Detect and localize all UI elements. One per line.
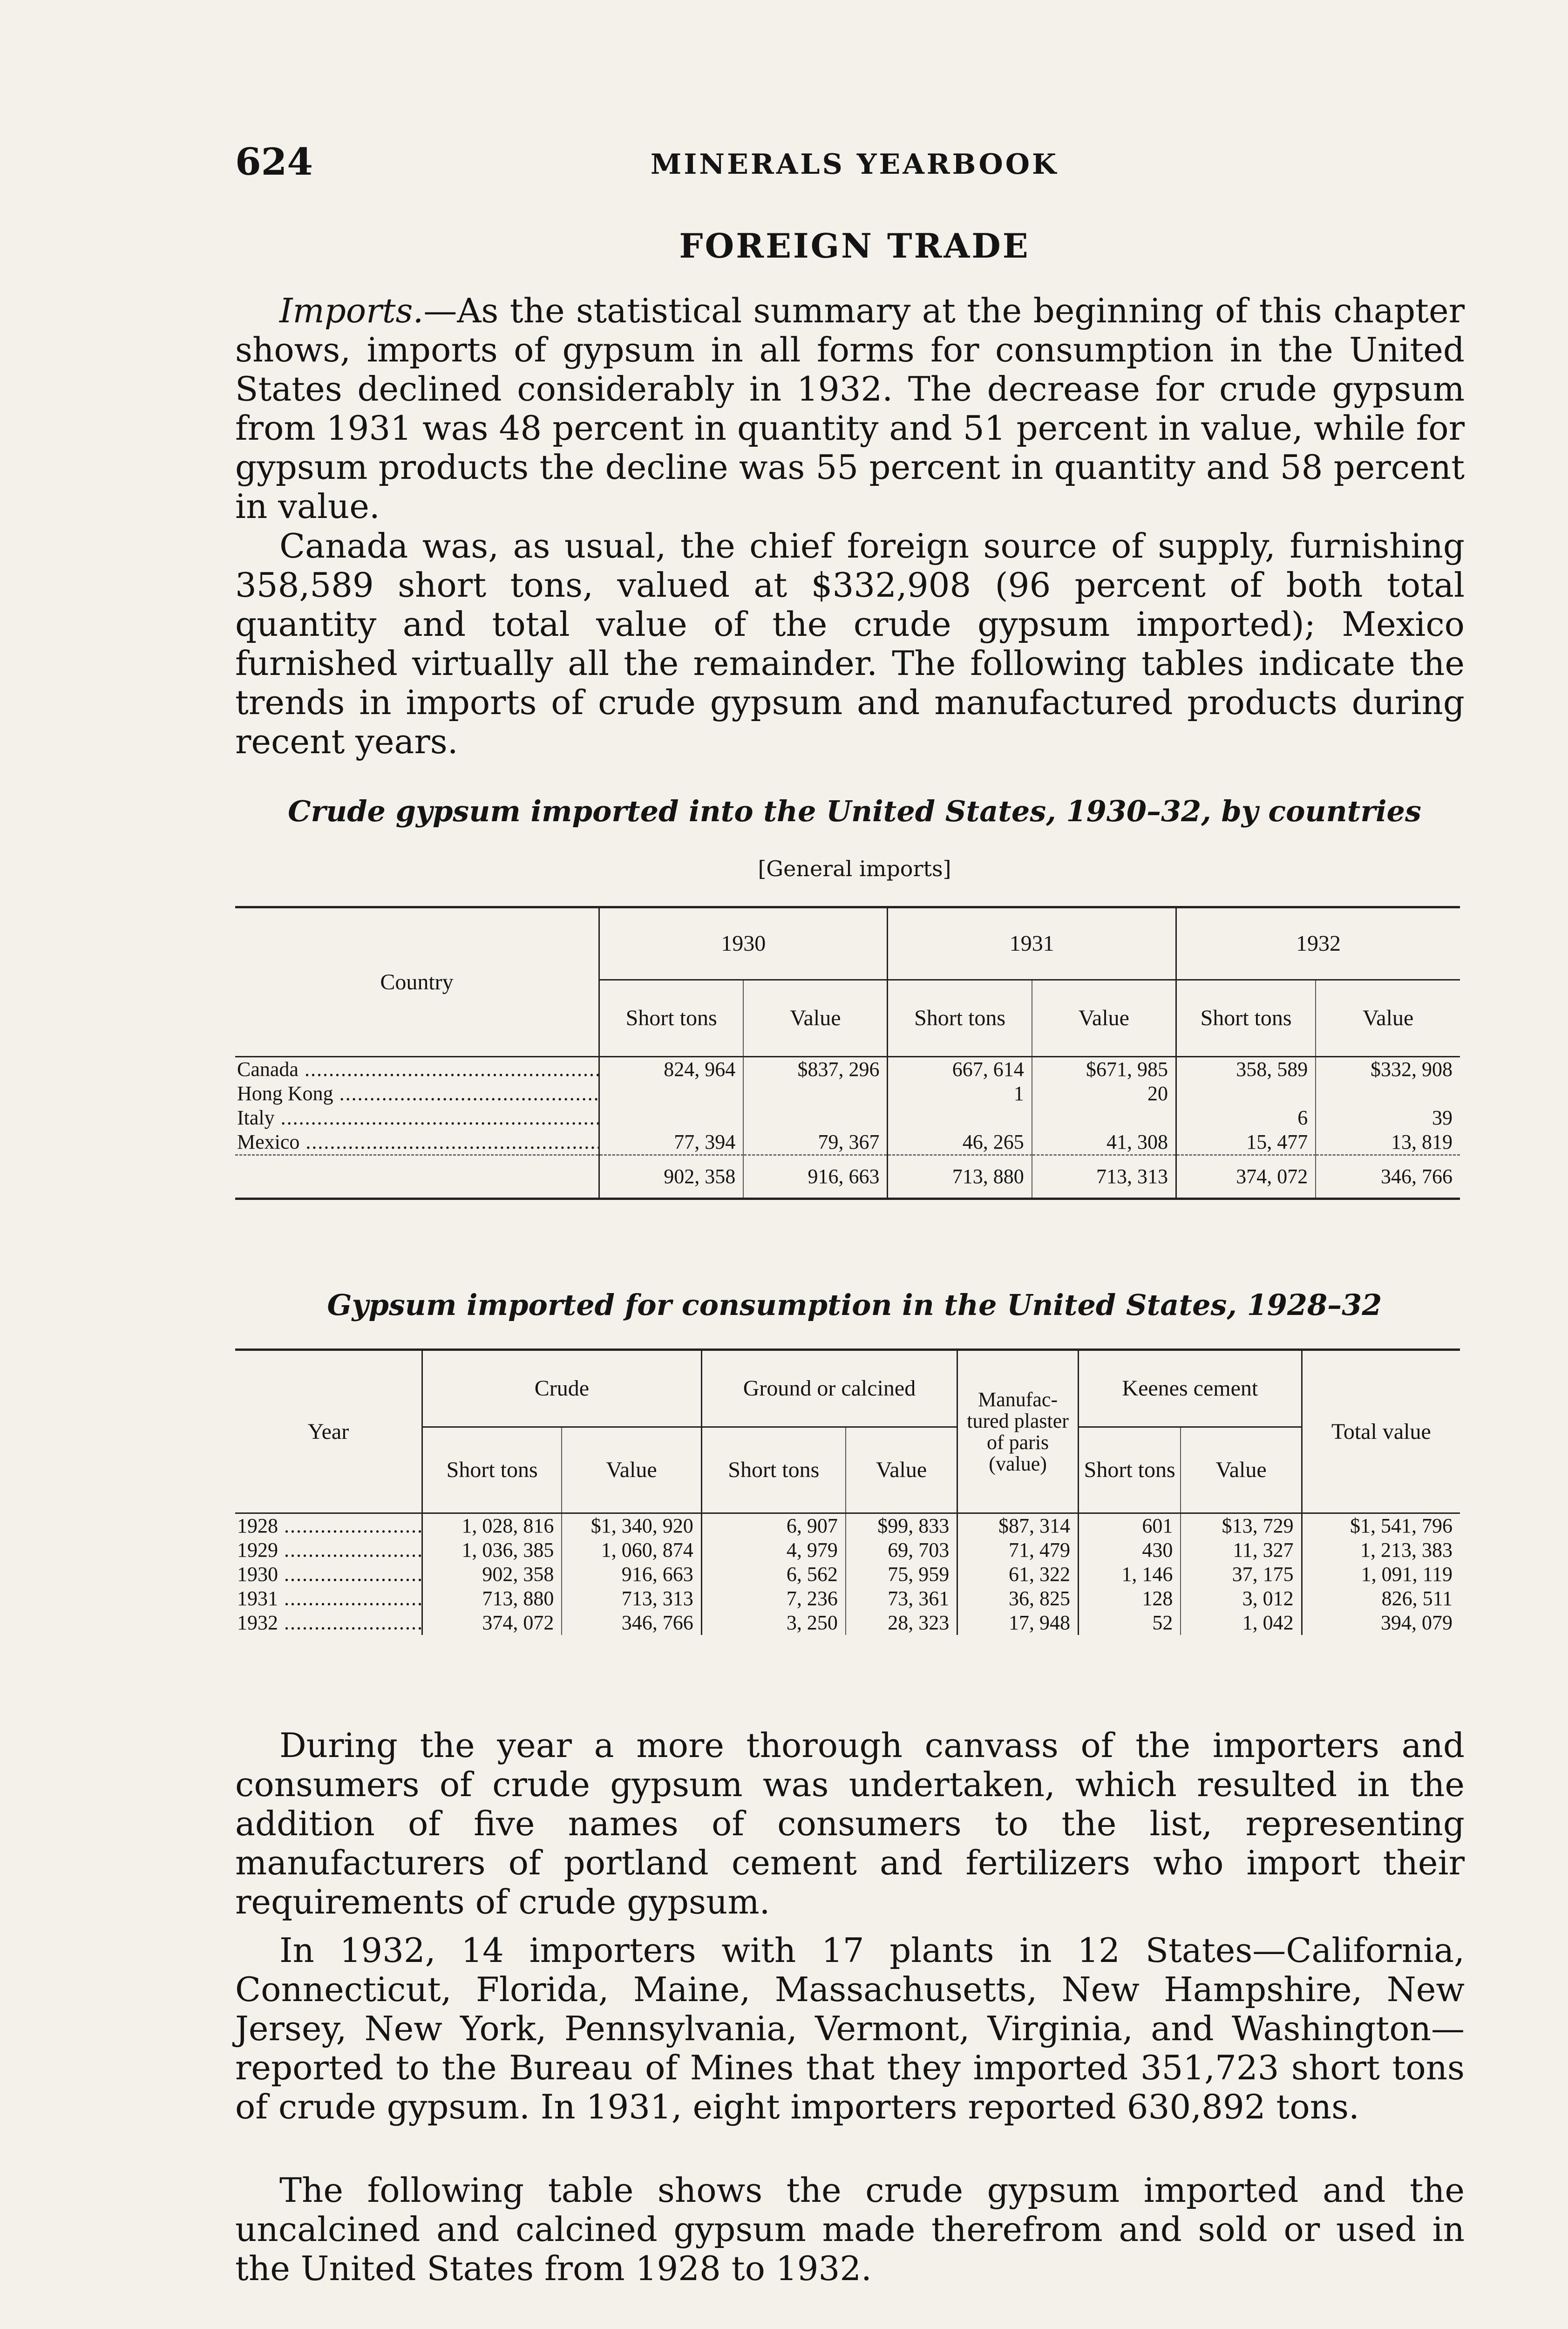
cell [1176, 1082, 1316, 1106]
col-value: Value [562, 1427, 701, 1513]
cell: 39 [1432, 1106, 1453, 1129]
cell: 75, 959 [846, 1562, 957, 1587]
cell: $671, 985 [1032, 1057, 1176, 1082]
cell: 36, 825 [957, 1587, 1079, 1611]
cell: $99, 833 [846, 1513, 957, 1539]
row-label: 1931 ..... [235, 1587, 422, 1611]
cell: 71, 479 [957, 1538, 1079, 1562]
cell: 128 [1079, 1587, 1181, 1611]
cell: 1, 036, 385 [422, 1538, 562, 1562]
cell: 902, 358 [422, 1562, 562, 1587]
col-value: Value [1032, 980, 1176, 1057]
row-label: 1932 ..... [235, 1611, 422, 1635]
table-gypsum-imported-for-consumption [235, 1348, 1460, 1635]
table-row [235, 1057, 1460, 1082]
cell: 7, 236 [701, 1587, 846, 1611]
col-short-tons: Short tons [599, 980, 744, 1057]
col-value: Value [1181, 1427, 1302, 1513]
cell: 79, 367 [743, 1130, 888, 1155]
col-crude: Crude [422, 1350, 702, 1427]
cell: 1, 060, 874 [562, 1538, 701, 1562]
cell: $332, 908 [1371, 1058, 1453, 1081]
col-short-tons: Short tons [888, 980, 1032, 1057]
cell: $1, 541, 796 [1350, 1514, 1453, 1537]
row-label: 1929 ..... [235, 1538, 422, 1562]
cell: 61, 322 [957, 1562, 1079, 1587]
cell: 346, 766 [562, 1611, 701, 1635]
cell: 1, 146 [1079, 1562, 1181, 1587]
paragraph-importers: In 1932, 14 importers with 17 plants in 12 States—California, Connecticut, Florida, Maine, Massachusetts, New Hampshire, New Jersey, New York, Pennsylvania, Vermont, Virginia, and Washington—reported to the Bureau of Mines that they imported 351,723 short tons of crude gypsum. In 1931, eight importers reported 630,892 tons. [235, 1931, 1465, 2126]
col-ground-or-calcined: Ground or calcined [701, 1350, 957, 1427]
imports-lead: Imports. [279, 291, 424, 330]
cell: 6, 907 [701, 1513, 846, 1539]
row-label: 1930 ..... [235, 1562, 422, 1587]
row-label: Canada ..... [235, 1057, 599, 1082]
total-cell: 916, 663 [743, 1155, 888, 1199]
table-row [235, 1562, 1460, 1587]
cell: 1, 042 [1181, 1611, 1302, 1635]
total-cell: 713, 880 [888, 1155, 1032, 1199]
running-title: MINERALS YEARBOOK [650, 148, 1059, 181]
cell [1032, 1106, 1176, 1130]
col-short-tons: Short tons [1176, 980, 1316, 1057]
cell: 46, 265 [888, 1130, 1032, 1155]
col-value: Value [1362, 1006, 1414, 1030]
cell: $13, 729 [1181, 1513, 1302, 1539]
cell: 713, 880 [422, 1587, 562, 1611]
table1-subcaption: [General imports] [758, 856, 951, 881]
paragraph-canada: Canada was, as usual, the chief foreign source of supply, furnishing 358,589 short tons, valued at $332,908 (96 percent of both total quantity and total value of the crude gypsum imported); Mexico furnished virtually all the remainder. The following tables indicate the trends in imports of crude gypsum and manufactured products during recent years. [235, 526, 1465, 761]
cell: $87, 314 [957, 1513, 1079, 1539]
col-short-tons: Short tons [1079, 1427, 1181, 1513]
col-short-tons: Short tons [701, 1427, 846, 1513]
cell: 3, 250 [701, 1611, 846, 1635]
table-row [235, 1611, 1460, 1635]
cell: 430 [1079, 1538, 1181, 1562]
section-title: FOREIGN TRADE [679, 226, 1030, 266]
paragraph-canvass: During the year a more thorough canvass of the importers and consumers of crude gypsum was undertaken, which resulted in the addition of five names of consumers to the list, representing manufacturers of portland cement and fertilizers who import their requirements of crude gypsum. [235, 1726, 1465, 1921]
cell: 826, 511 [1381, 1587, 1453, 1610]
row-label: Hong Kong ..... [235, 1082, 599, 1106]
col-value: Value [743, 980, 888, 1057]
cell: 15, 477 [1176, 1130, 1316, 1155]
row-label: Mexico ..... [235, 1130, 599, 1155]
total-cell: 346, 766 [1381, 1165, 1453, 1188]
cell: 28, 323 [846, 1611, 957, 1635]
cell: 1, 028, 816 [422, 1513, 562, 1539]
col-year-1932: 1932 [1176, 907, 1460, 980]
paragraph-imports [235, 291, 1465, 526]
paragraph-following-table: The following table shows the crude gypsum imported and the uncalcined and calcined gypsum made therefrom and sold or used in the United States from 1928 to 1932. [235, 2171, 1465, 2288]
cell: 6, 562 [701, 1562, 846, 1587]
table-row [235, 1106, 1460, 1130]
col-year: Year [235, 1350, 422, 1513]
cell: 73, 361 [846, 1587, 957, 1611]
cell: 52 [1079, 1611, 1181, 1635]
col-value: Value [846, 1427, 957, 1513]
cell: 394, 079 [1381, 1611, 1453, 1634]
cell: 358, 589 [1176, 1057, 1316, 1082]
cell [599, 1082, 744, 1106]
table-row [235, 1587, 1460, 1611]
cell: $1, 340, 920 [562, 1513, 701, 1539]
cell: 601 [1079, 1513, 1181, 1539]
total-cell: 713, 313 [1032, 1155, 1176, 1199]
col-plaster-of-paris: Manufac-tured plaster of paris (value) [957, 1350, 1079, 1513]
cell [743, 1106, 888, 1130]
cell: 4, 979 [701, 1538, 846, 1562]
cell: 713, 313 [562, 1587, 701, 1611]
cell: 69, 703 [846, 1538, 957, 1562]
col-country: Country [235, 907, 599, 1057]
row-label: 1928 ..... [235, 1513, 422, 1539]
cell: 17, 948 [957, 1611, 1079, 1635]
col-total-value: Total value [1302, 1350, 1460, 1513]
imports-text: —As the statistical summary at the beginning of this chapter shows, imports of gypsum in all forms for consumption in the United States declined considerably in 1932. The decrease for crude gypsum from 1931 was 48 percent in quantity and 51 percent in value, while for gypsum products the decline was 55 percent in quantity and 58 percent in value. [235, 291, 1465, 526]
page-number: 624 [235, 140, 313, 184]
total-cell: 902, 358 [599, 1155, 744, 1199]
cell [1316, 1082, 1460, 1106]
table-row [235, 1513, 1460, 1539]
table2-caption: Gypsum imported for consumption in the United States, 1928–32 [327, 1288, 1382, 1322]
cell: 13, 819 [1316, 1130, 1460, 1155]
cell: 916, 663 [562, 1562, 701, 1587]
cell: 1, 213, 383 [1360, 1539, 1453, 1561]
cell: 3, 012 [1181, 1587, 1302, 1611]
table-crude-gypsum-by-country [235, 906, 1460, 1200]
cell: 824, 964 [599, 1057, 744, 1082]
table-total-row [235, 1155, 1460, 1199]
page-header [235, 140, 1474, 191]
cell: 41, 308 [1032, 1130, 1176, 1155]
col-year-1931: 1931 [888, 907, 1176, 980]
cell: $837, 296 [743, 1057, 888, 1082]
col-year-1930: 1930 [599, 907, 888, 980]
cell [743, 1082, 888, 1106]
cell: 11, 327 [1181, 1538, 1302, 1562]
col-short-tons: Short tons [422, 1427, 562, 1513]
cell: 374, 072 [422, 1611, 562, 1635]
total-cell: 374, 072 [1176, 1155, 1316, 1199]
table-row [235, 1082, 1460, 1106]
cell: 6 [1176, 1106, 1316, 1130]
table-row [235, 1130, 1460, 1155]
table1-caption: Crude gypsum imported into the United States, 1930–32, by countries [288, 794, 1421, 828]
cell [599, 1106, 744, 1130]
cell: 667, 614 [888, 1057, 1032, 1082]
cell: 1, 091, 119 [1361, 1563, 1453, 1586]
table-row [235, 1538, 1460, 1562]
cell [888, 1106, 1032, 1130]
cell: 37, 175 [1181, 1562, 1302, 1587]
row-label: Italy ..... [235, 1106, 599, 1130]
cell: 20 [1032, 1082, 1176, 1106]
cell: 77, 394 [599, 1130, 744, 1155]
cell: 1 [888, 1082, 1032, 1106]
col-keenes-cement: Keenes cement [1079, 1350, 1302, 1427]
